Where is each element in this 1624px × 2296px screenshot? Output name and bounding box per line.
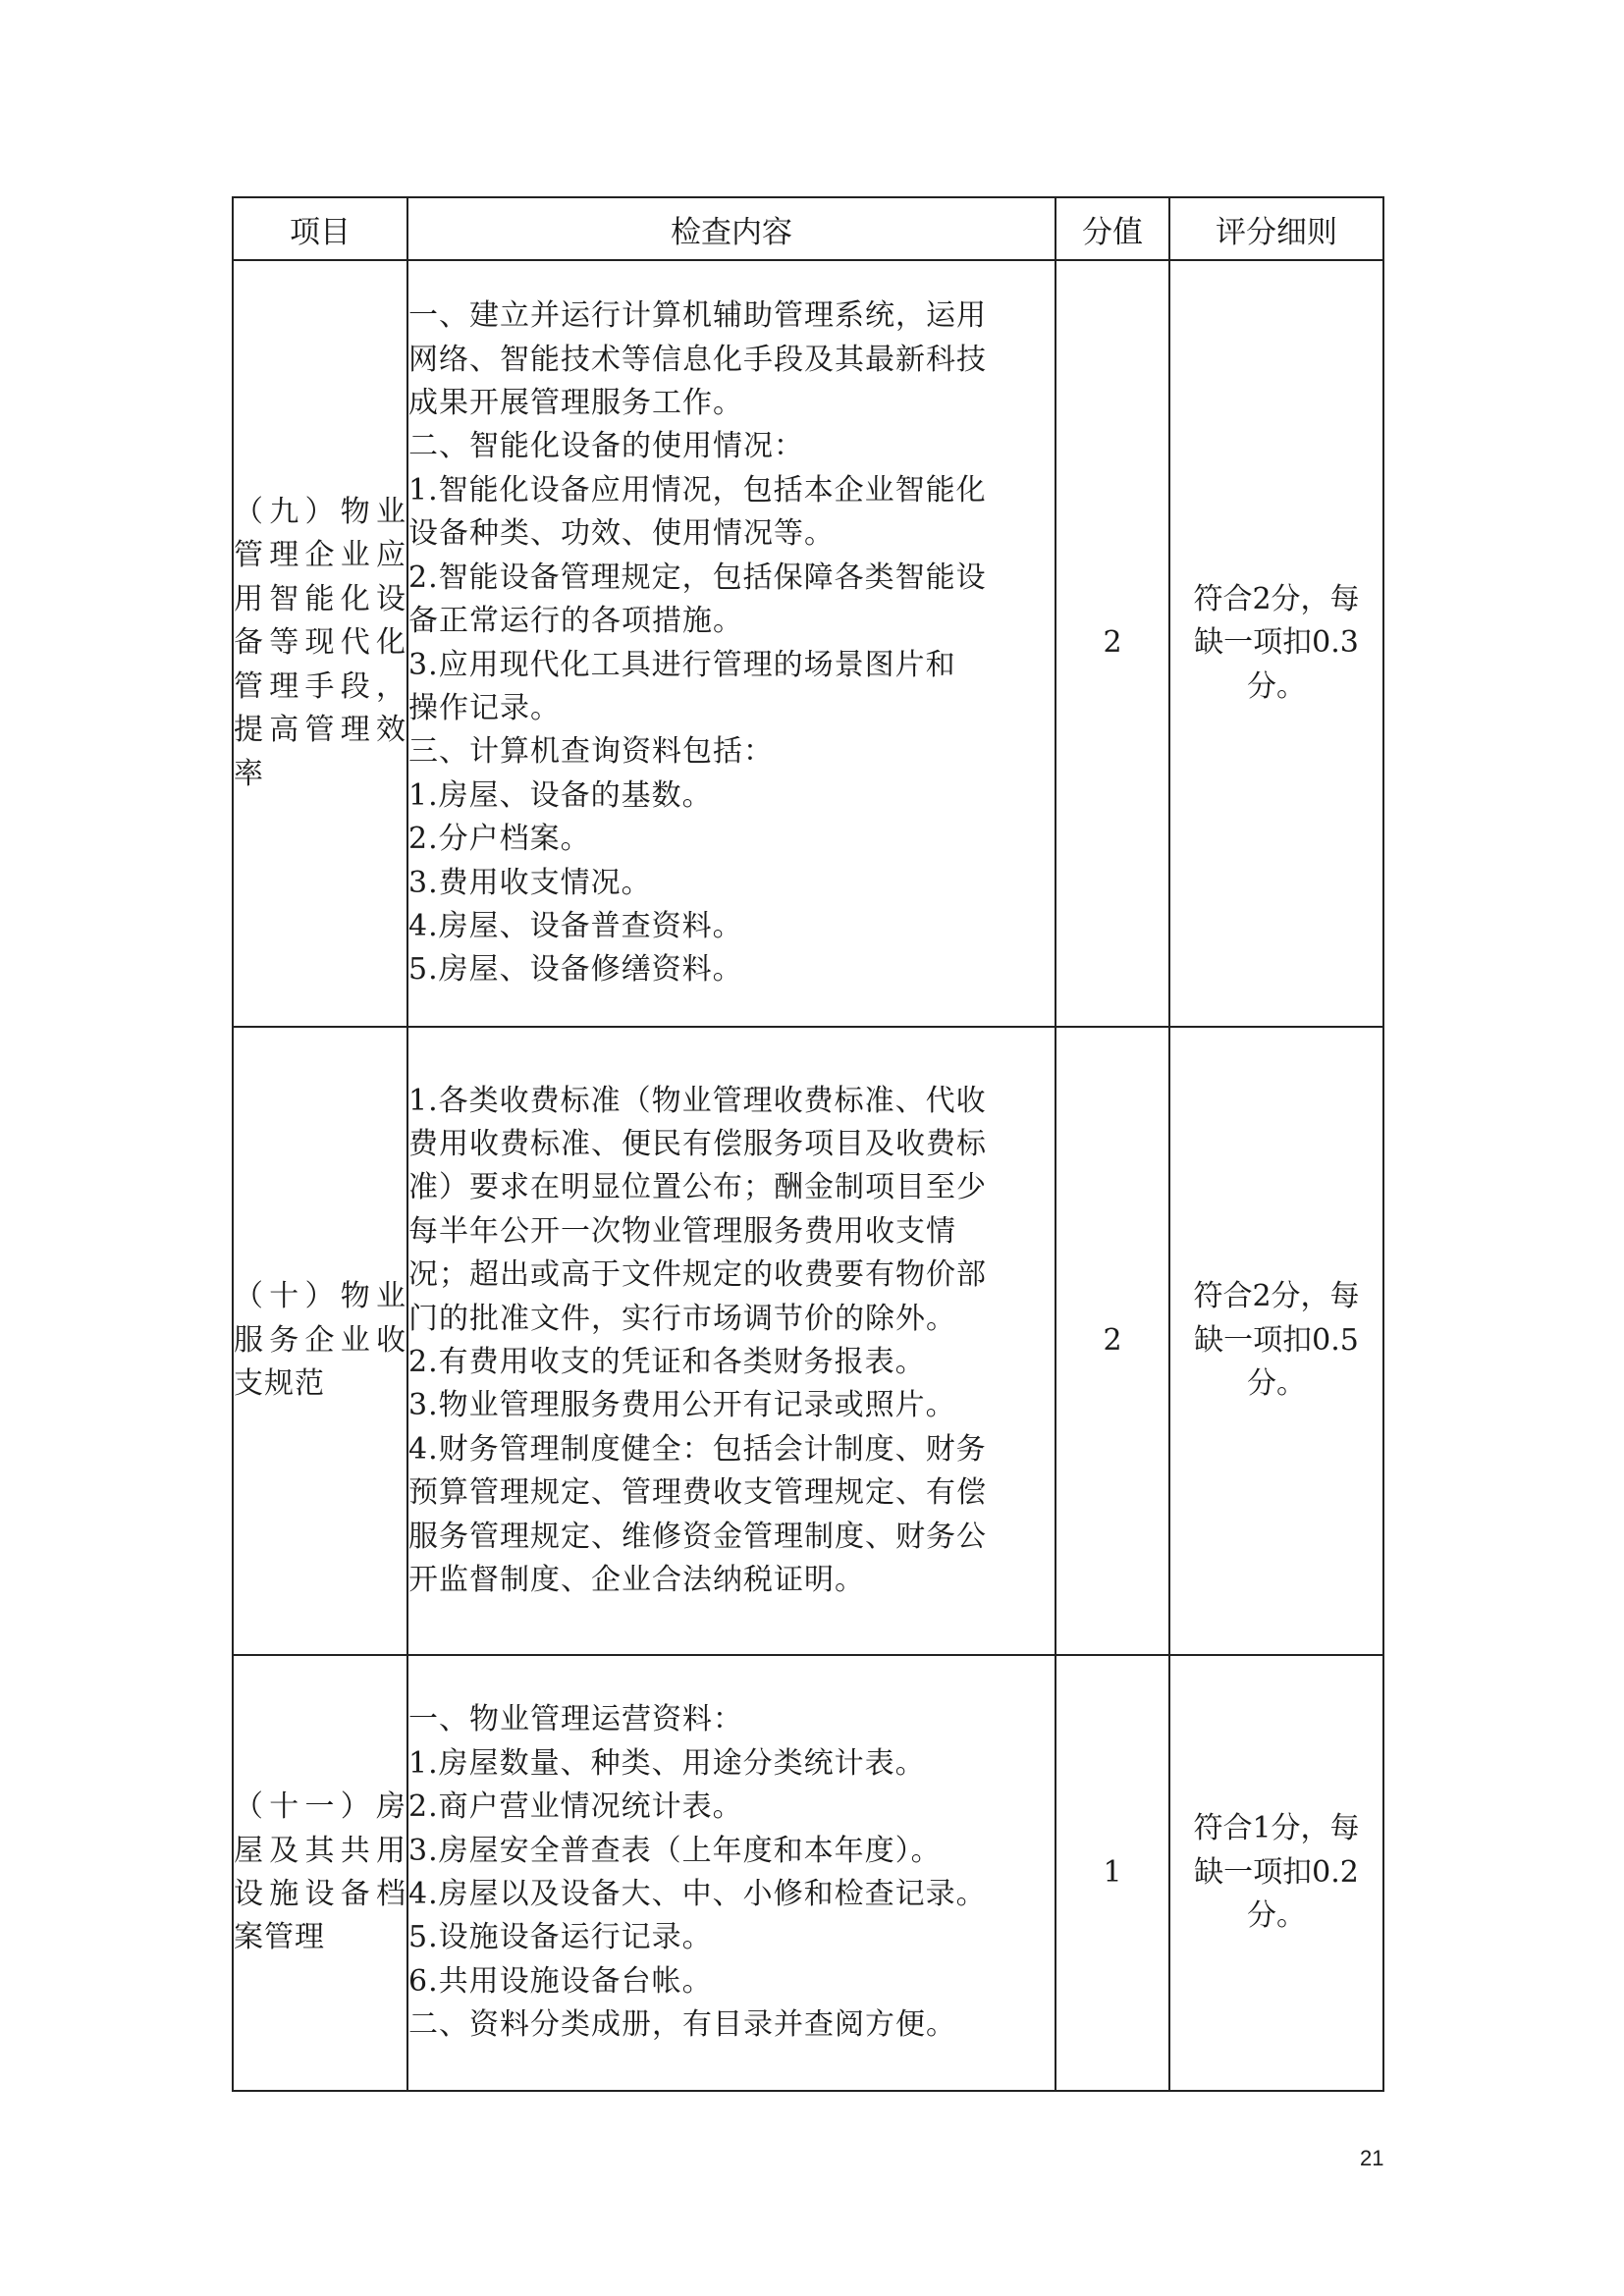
content-line: 一、物业管理运营资料： [408,1702,743,1737]
header-score: 分值 [1056,197,1169,260]
content-line: 4.财务管理制度健全：包括会计制度、财务 [408,1431,987,1467]
rule-line: 缺一项扣0.5 [1194,1322,1359,1358]
content-line: 2.分户档案。 [408,822,591,857]
content-cell [407,1027,1056,1655]
content-line: 二、资料分类成册，有目录并查阅方便。 [408,2007,956,2043]
content-line: 开监督制度、企业合法纳税证明。 [408,1563,865,1598]
content-line: 1.智能化设备应用情况，包括本企业智能化 [408,472,987,507]
score-cell: 2 [1056,260,1169,1027]
content-line: 每半年公开一次物业管理服务费用收支情 [408,1213,956,1249]
content-line: 一、建立并运行计算机辅助管理系统，运用 [408,298,987,334]
rule-cell [1169,260,1383,1027]
content-line: 设备种类、功效、使用情况等。 [408,516,835,552]
content-line: 三、计算机查询资料包括： [408,734,774,770]
header-row [233,197,1383,260]
content-line: 服务管理规定、维修资金管理制度、财务公 [408,1519,987,1554]
content-line: 3.物业管理服务费用公开有记录或照片。 [408,1388,956,1423]
rule-line: 缺一项扣0.3 [1194,625,1359,661]
item-cell: （九）物业管理企业应用智能化设备等现代化管理手段，提高管理效率 [233,260,407,1027]
table-row [233,260,1383,1027]
content-line: 二、智能化设备的使用情况： [408,429,804,464]
content-line: 2.商户营业情况统计表。 [408,1789,743,1825]
rule-line: 符合1分，每 [1193,1811,1360,1846]
item-cell: （十一）房屋及其共用设施设备档案管理 [233,1655,407,2091]
content-cell [407,1655,1056,2091]
rule-line: 分。 [1247,668,1306,704]
content-line: 预算管理规定、管理费收支管理规定、有偿 [408,1475,987,1511]
score-cell: 1 [1056,1655,1169,2091]
content-line: 5.房屋、设备修缮资料。 [408,952,743,988]
content-line: 1.房屋数量、种类、用途分类统计表。 [408,1745,926,1781]
header-rule: 评分细则 [1169,197,1383,260]
content-line: 3.房屋安全普查表（上年度和本年度）。 [408,1833,942,1868]
content-line: 3.费用收支情况。 [408,865,652,900]
content-line: 3.应用现代化工具进行管理的场景图片和 [408,647,956,682]
content-line: 成果开展管理服务工作。 [408,386,743,421]
content-line: 6.共用设施设备台帐。 [408,1963,713,1999]
content-line: 操作记录。 [408,690,561,725]
rule-line: 符合2分，每 [1193,1279,1360,1314]
content-line: 4.房屋、设备普查资料。 [408,908,743,943]
page-number: 21 [1360,2146,1384,2170]
content-line: 4.房屋以及设备大、中、小修和检查记录。 [408,1877,987,1911]
content-line: 1.各类收费标准（物业管理收费标准、代收 [408,1083,987,1118]
content-line: 2.智能设备管理规定，包括保障各类智能设 [408,560,987,595]
content-cell [407,260,1056,1027]
content-line: 5.设施设备运行记录。 [408,1920,713,1955]
score-cell: 2 [1056,1027,1169,1655]
rule-line: 分。 [1247,1366,1306,1402]
rule-line: 符合2分，每 [1193,581,1360,616]
content-line: 1.房屋、设备的基数。 [408,777,713,813]
content-line: 况；超出或高于文件规定的收费要有物价部 [408,1257,987,1293]
rule-line: 缺一项扣0.2 [1194,1854,1359,1890]
rule-cell [1169,1655,1383,2091]
table-row [233,1027,1383,1655]
content-line: 门的批准文件，实行市场调节价的除外。 [408,1301,956,1336]
content-line: 费用收费标准、便民有偿服务项目及收费标 [408,1126,987,1161]
rule-cell [1169,1027,1383,1655]
scoring-table [232,196,1384,2092]
header-item: 项目 [233,197,407,260]
header-content: 检查内容 [407,197,1056,260]
content-line: 备正常运行的各项措施。 [408,604,743,639]
content-line: 准）要求在明显位置公布；酬金制项目至少 [408,1170,987,1205]
item-cell: （十）物业服务企业收支规范 [233,1027,407,1655]
table-row [233,1655,1383,2091]
rule-line: 分。 [1247,1898,1306,1934]
content-line: 网络、智能技术等信息化手段及其最新科技 [408,342,987,377]
content-line: 2.有费用收支的凭证和各类财务报表。 [408,1345,926,1379]
